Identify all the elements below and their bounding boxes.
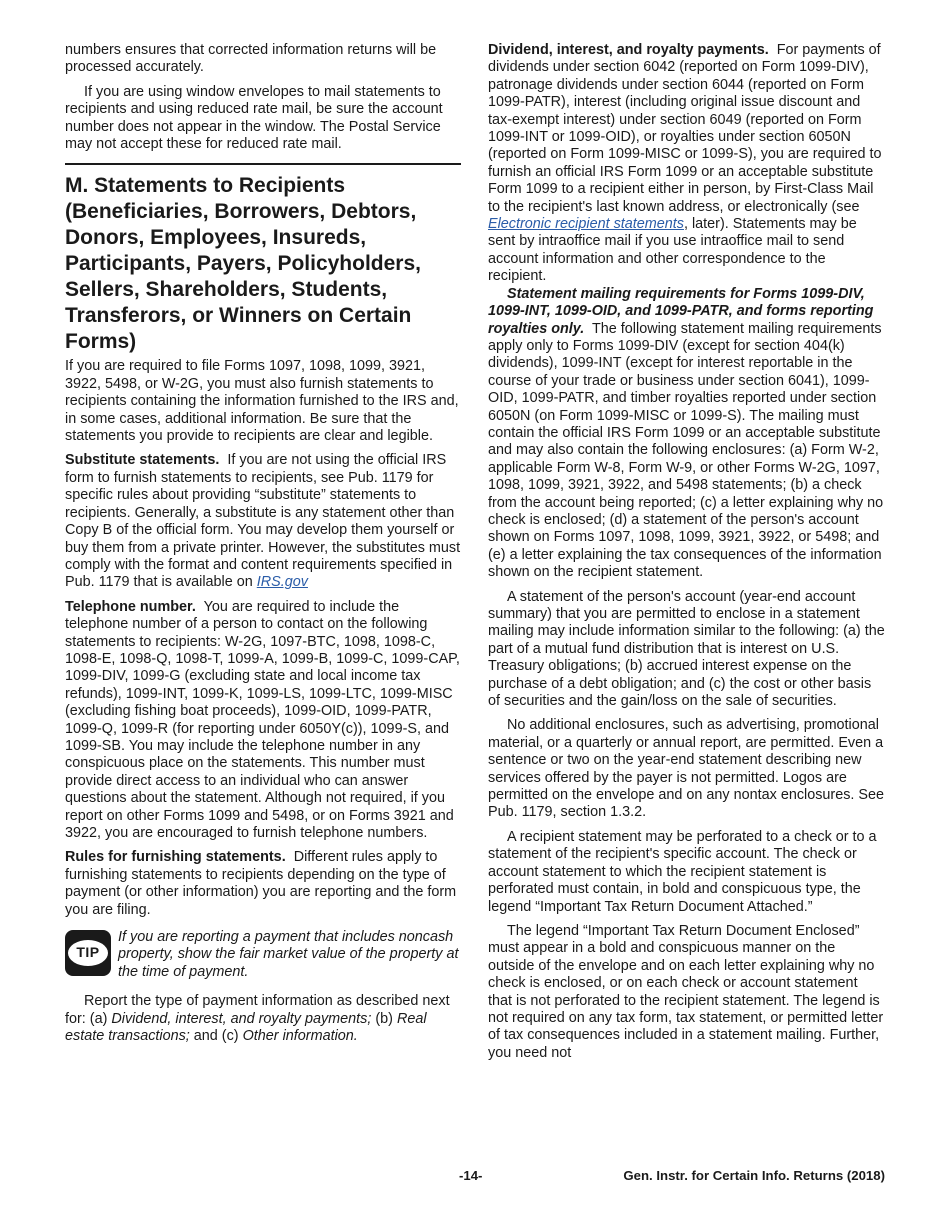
left-column bbox=[65, 42, 461, 1045]
section-divider bbox=[65, 163, 461, 165]
rules-furnishing-title: Rules for furnishing statements. bbox=[65, 849, 286, 866]
electronic-recipient-statements-link[interactable]: Electronic recipient statements bbox=[488, 216, 684, 233]
tip-label: TIP bbox=[68, 940, 108, 966]
substitute-statements-title: Substitute statements. bbox=[65, 452, 220, 469]
tip-box bbox=[65, 929, 461, 981]
mailing-requirements-body: The following statement mailing requirements apply only to Forms 1099-DIV (except for section 404(k) dividends), 1099-INT (except for interest reportable in the course of your trade or business under section 6041), 1099-OID, 1099-PATR, and timber royalties reported under section 6050N (on Form 1099-MISC or 1099-S). The mailing must contain the official IRS Form 1099 or an acceptable substitute and may also contain the following enclosures: (a) Form W-2, applicable Form W-8, Form W-9, or other Forms W-2G, 1097, 1098, 1099, 3921, 3922, and 5498 statements; (b) a check from the account being reported; (c) a letter explaining why no check is enclosed; (d) a statement of the person's account shown on Forms 1097, 1098, 1099, 3921, 3922, or 5498; and (e) a letter explaining the tax consequences of the information shown on the recipient statement. bbox=[488, 320, 884, 581]
substitute-statements-body: If you are not using the official IRS form to furnish statements to recipients, see Pub. 1179 for specific rules about providing “substitute” statements to recipients. Generally, a substitute is any statement other than Copy B of the official form. You may develop them yourself or buy them from a private printer. However, the substitutes must comply with the format and content requirements specified in Pub. 1179 that is available on bbox=[65, 452, 461, 591]
legend-paragraph: The legend “Important Tax Return Document Enclosed” must appear in a bold and conspicuous manner on the outside of the envelope and on each letter explaining why no check is enclosed, or on each check or account statement that is not perforated to the recipient statement. The legend is not required on any tax form, tax statement, or permitted letter of tax consequences included in a statement mailing. Further, you need not bbox=[488, 922, 884, 1061]
dividend-title: Dividend, interest, and royalty payments. bbox=[488, 42, 769, 58]
report-type-item-a: Dividend, interest, and royalty payments; bbox=[111, 1010, 372, 1027]
continued-paragraph: numbers ensures that corrected information returns will be processed accurately. bbox=[65, 42, 437, 76]
report-type-text-2: (b) bbox=[375, 1010, 393, 1027]
telephone-number-paragraph bbox=[65, 599, 461, 843]
account-statement-paragraph: A statement of the person's account (year-end account summary) that you are permitted to enclose in a statement mailing may include information similar to the following: (a) the part of a mutual fund distribution that is interest on U.S. Treasury obligations; (b) accrued interest expense on the purchase of a debt obligation; and (c) the cost or other basis of securities and the gain/loss on the sale of securities. bbox=[488, 588, 885, 710]
substitute-statements-paragraph bbox=[65, 452, 461, 591]
section-heading: M. Statements to Recipients (Beneficiaries, Borrowers, Debtors, Donors, Employees, Insureds, Participants, Payers, Policyholders, Sellers, Shareholders, Students, Transferors, or Winners on Certain Forms) bbox=[65, 174, 421, 354]
irs-gov-link[interactable]: IRS.gov bbox=[256, 574, 308, 591]
no-additional-enclosures-paragraph: No additional enclosures, such as advertising, promotional material, or a quarterly or annual report, are permitted. Even a sentence or two on the year-end statement describing new services offered by the payer is not permitted. Logos are permitted on the envelope and on any nontax enclosures. See Pub. 1179, section 1.3.2. bbox=[488, 717, 885, 821]
tip-text: If you are reporting a payment that includes noncash property, show the fair market value of the property at the time of payment. bbox=[118, 929, 459, 980]
report-type-text-1: Report the type of payment information as described next for: (a) bbox=[65, 993, 450, 1027]
right-column bbox=[488, 42, 885, 1062]
mailing-requirements-paragraph bbox=[488, 286, 885, 582]
rules-furnishing-body: Different rules apply to furnishing statements to recipients depending on the type of payment (or other information) you are reporting and the form you are filing. bbox=[65, 849, 457, 918]
telephone-number-title: Telephone number. bbox=[65, 598, 196, 615]
mailing-requirements-title: Statement mailing requirements for Forms 1099-DIV, 1099-INT, 1099-OID, and 1099-PATR, and forms reporting royalties only. bbox=[488, 285, 874, 337]
intro-paragraph: If you are required to file Forms 1097, 1098, 1099, 3921, 3922, 5498, or W-2G, you must also furnish statements to recipients containing the information furnished to the IRS and, in some cases, additional information. Be sure that the statements you provide to recipients are clear and legible. bbox=[65, 358, 459, 445]
window-envelopes-paragraph: If you are using window envelopes to mail statements to recipients and using reduced rate mail, be sure the account number does not appear in the window. The Postal Service may not accept these for reduced rate mail. bbox=[65, 83, 443, 153]
perforated-statement-paragraph: A recipient statement may be perforated to a check or to a statement of the recipient's specific account. The check or account statement to which the recipient statement is perforated must contain, in bold and conspicuous type, the legend “Important Tax Return Document Attached.” bbox=[488, 828, 877, 915]
footer-document-title: Gen. Instr. for Certain Info. Returns (2018) bbox=[623, 1168, 885, 1183]
dividend-body-2: , later). Statements may be sent by intraoffice mail if you use intraoffice mail to send account information and other correspondence to the recipient. bbox=[488, 216, 857, 285]
telephone-number-body: You are required to include the telephone number of a person to contact on the following statements to recipients: W-2G, 1097-BTC, 1098, 1098-C, 1098-E, 1098-Q, 1098-T, 1099-A, 1099-B, 1099-C, 1099-CAP, 1099-DIV, 1099-G (excluding state and local income tax refunds), 1099-INT, 1099-K, 1099-LS, 1099-LTC, 1099-MISC (excluding fishing boat proceeds), 1099-OID, 1099-PATR, 1099-Q, 1099-R (for reporting under 6050Y(c)), 1099-S, and 1099-SB. You may include the telephone number in any conspicuous place on the statements. This number must provide direct access to an individual who can answer questions about the statement. Although not required, if you report on other Forms 1099 and 5498, or on Forms 3921 and 3922, you are encouraged to furnish telephone numbers. bbox=[65, 598, 460, 841]
dividend-body-1: For payments of dividends under section 6042 (reported on Form 1099-DIV), patronage dividends under section 6044 (reported on Form 1099-PATR), interest (including original issue discount and tax-exempt interest) under section 6049 (reported on Form 1099-INT or 1099-OID), or royalties under section 6050N (reported on Form 1099-MISC or 1099-S), you are required to furnish an official IRS Form 1099 or an acceptable substitute Form 1099 to a recipient either in person, by First-Class Mail to the recipient's last known address, or electronically (see bbox=[488, 42, 882, 215]
tip-icon bbox=[65, 930, 111, 976]
report-type-item-b: Real estate transactions; bbox=[65, 1010, 427, 1045]
page-number: -14- bbox=[459, 1168, 483, 1183]
report-type-paragraph bbox=[65, 993, 461, 1045]
report-type-item-c: Other information. bbox=[242, 1028, 358, 1045]
dividend-paragraph bbox=[488, 42, 885, 286]
report-type-text-3: and (c) bbox=[193, 1028, 239, 1045]
rules-furnishing-paragraph bbox=[65, 849, 461, 919]
